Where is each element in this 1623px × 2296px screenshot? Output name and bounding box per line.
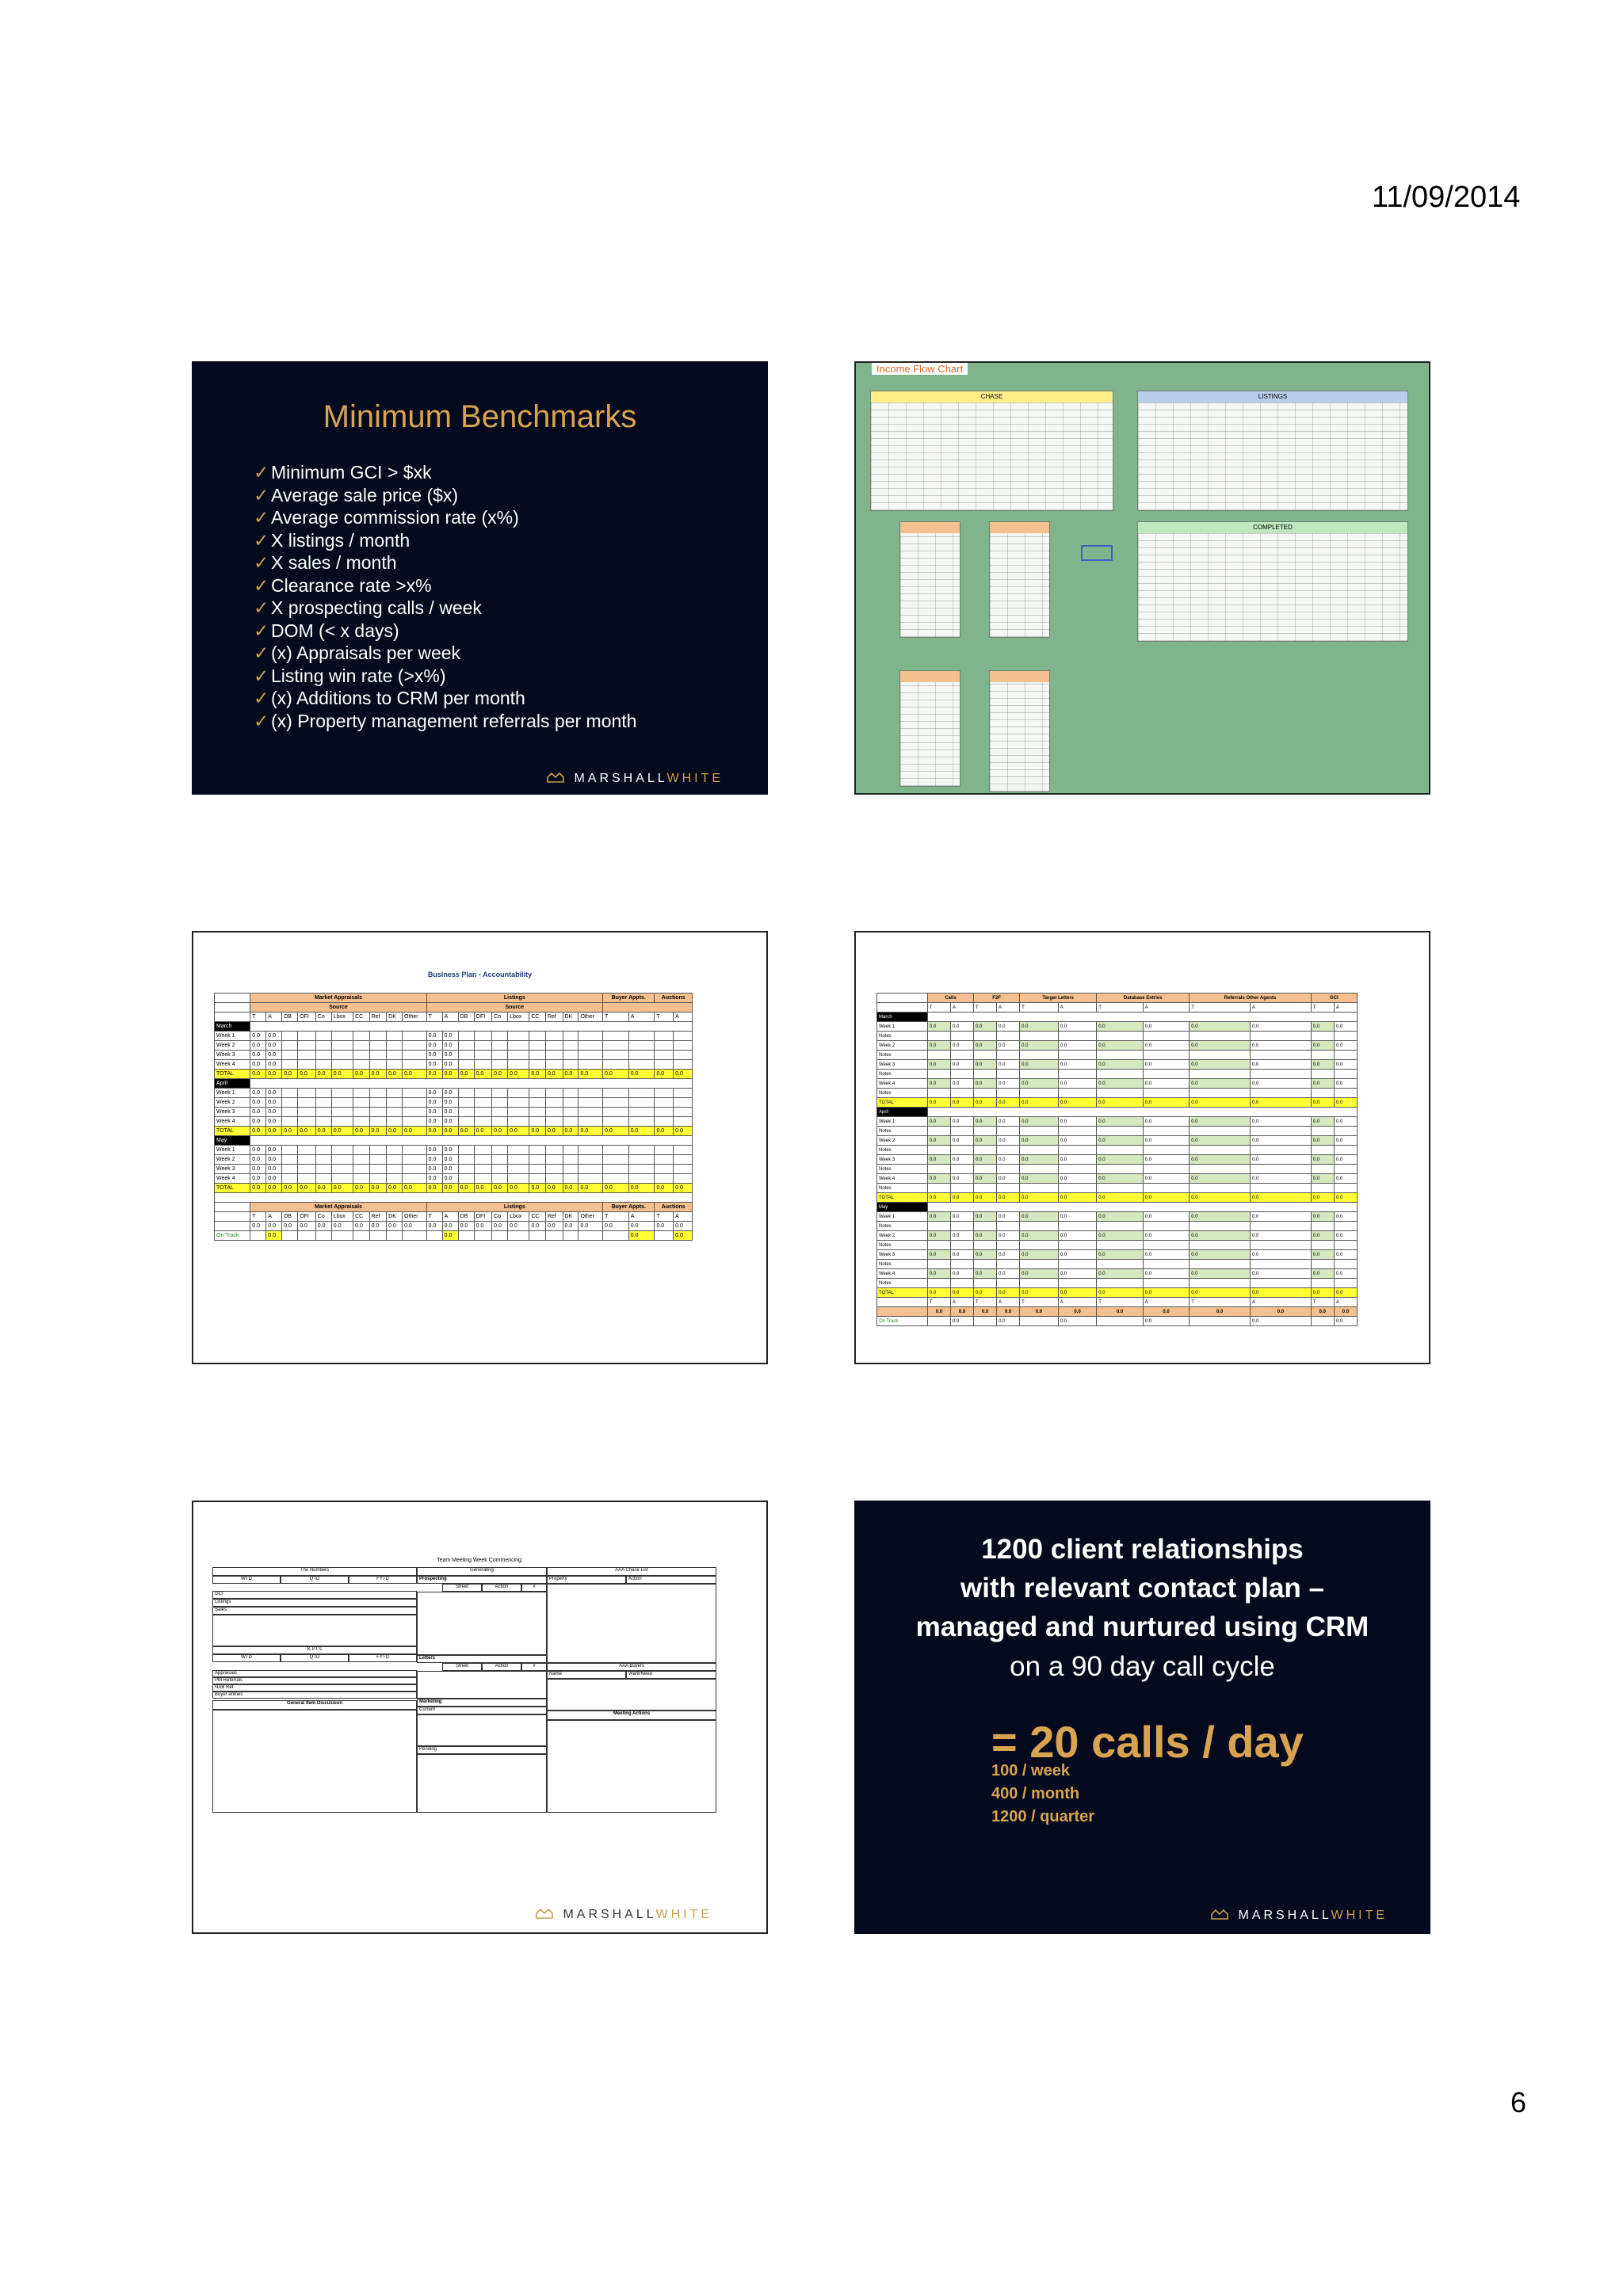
accountability-table (214, 993, 693, 1241)
meeting-actions-header: Meeting Actions (547, 1711, 716, 1720)
week-row: Week 3 0.0 0.0 0.0 0.0 (215, 1051, 693, 1060)
total-row: TOTAL 0.0 0.0 0.0 0.0 0.0 0.0 0.0 0.0 0.0 0.0 0.0 0.0 0.0 0.0 0.0 0.0 0.0 0.0 0.0 0.0 0.0 0.0 0.0 0.0 (215, 1070, 693, 1079)
total-row: TOTAL 0.0 0.0 0.0 0.0 0.0 0.0 0.0 0.0 0.0 0.0 0.0 0.0 0.0 0.0 0.0 0.0 0.0 0.0 0.0 0.0 0.0 0.0 0.0 0.0 (215, 1184, 693, 1193)
street-header: Street (442, 1663, 482, 1671)
marketing-label: Marketing (417, 1699, 547, 1707)
prospecting-label: Prospecting (417, 1576, 547, 1584)
week-row: Week 4 0.0 0.0 0.0 0.0 (215, 1117, 693, 1127)
benchmark-item: ✓ Listing win rate (>x%) (254, 665, 446, 686)
letters-area (417, 1671, 547, 1699)
week-row: Week 1 0.0 0.0 0.0 0.0 0.0 0.0 0.0 0.0 0.0 0.0 0.0 0.0 (877, 1117, 1358, 1127)
summary-values-row: 0.0 0.0 0.0 0.0 0.0 0.0 0.0 0.0 0.0 0.0 0.0 0.0 (877, 1307, 1358, 1317)
kpi-row: Appraisals (212, 1670, 417, 1677)
week-row: Week 4 0.0 0.0 0.0 0.0 (215, 1060, 693, 1070)
activity-table (876, 993, 1358, 1326)
headline-line-1: 1200 client relationships (981, 1534, 1304, 1565)
action-header: Action (482, 1584, 521, 1592)
week-row: Week 2 0.0 0.0 0.0 0.0 (215, 1098, 693, 1108)
benchmark-item: ✓ X prospecting calls / week (254, 597, 482, 618)
week-row: Notes (877, 1279, 1358, 1288)
week-row: Week 2 0.0 0.0 0.0 0.0 0.0 0.0 0.0 0.0 0.0 0.0 0.0 0.0 (877, 1041, 1358, 1051)
source-row: Source Source (215, 1003, 693, 1013)
action-header: Action (482, 1663, 521, 1671)
week-row: Week 3 0.0 0.0 0.0 0.0 (215, 1165, 693, 1174)
month-row: March (877, 1013, 1358, 1022)
week-row: Week 1 0.0 0.0 0.0 0.0 (215, 1032, 693, 1041)
spacer-row (215, 1193, 693, 1203)
week-row: Notes (877, 1127, 1358, 1136)
headline-line-4: on a 90 day call cycle (1010, 1651, 1275, 1682)
check-icon: ✓ (254, 688, 269, 708)
current-label: Current (417, 1707, 547, 1714)
total-row: TOTAL 0.0 0.0 0.0 0.0 0.0 0.0 0.0 0.0 0.0 0.0 0.0 0.0 (877, 1098, 1358, 1108)
period-header: QTD (281, 1576, 349, 1584)
chase-panel: CHASE (870, 391, 1113, 511)
benchmark-item: ✓ Minimum GCI > $xk (254, 462, 432, 482)
check-icon: ✓ (254, 643, 269, 663)
calls-per-quarter: 1200 / quarter (991, 1808, 1095, 1825)
check-icon: ✓ (254, 597, 269, 618)
period-header: FYTD (349, 1654, 417, 1662)
ta-header-row: T A T A T A T A T A T A (877, 1003, 1358, 1013)
page-number: 6 (1510, 2086, 1527, 2119)
week-row: Week 2 0.0 0.0 0.0 0.0 (215, 1041, 693, 1051)
benchmark-item: ✓ Average commission rate (x%) (254, 507, 519, 528)
team-meeting-form (212, 1567, 716, 1817)
house-icon (536, 1908, 553, 1919)
meeting-actions-area (547, 1720, 716, 1813)
month-row: March (215, 1022, 693, 1032)
benchmark-item: ✓ (x) Additions to CRM per month (254, 688, 525, 708)
benchmark-item: ✓ (x) Appraisals per week (254, 643, 461, 663)
hash-header: # (521, 1663, 547, 1671)
kpi-row: NAB Ref (212, 1684, 417, 1691)
week-row: Week 2 0.0 0.0 0.0 0.0 0.0 0.0 0.0 0.0 0.0 0.0 0.0 0.0 (877, 1231, 1358, 1241)
benchmark-list (254, 461, 636, 732)
week-row: Week 2 0.0 0.0 0.0 0.0 0.0 0.0 0.0 0.0 0.0 0.0 0.0 0.0 (877, 1136, 1358, 1146)
week-row: Week 2 0.0 0.0 0.0 0.0 (215, 1155, 693, 1165)
numbers-row: GCI (212, 1591, 417, 1599)
headline-line-2: with relevant contact plan – (960, 1573, 1324, 1604)
summary-panel-4 (989, 670, 1050, 792)
general-discussion-area (212, 1710, 417, 1813)
brand-logo: MARSHALLWHITE (1211, 1909, 1388, 1923)
selected-cell (1081, 545, 1113, 561)
total-row: TOTAL 0.0 0.0 0.0 0.0 0.0 0.0 0.0 0.0 0.0 0.0 0.0 0.0 (877, 1288, 1358, 1298)
check-icon: ✓ (254, 620, 269, 641)
slide-team-meeting (192, 1501, 768, 1934)
brand-logo: MARSHALLWHITE (547, 772, 724, 786)
check-icon: ✓ (254, 665, 269, 686)
summary-group-row: Market Appraisals Listings Buyer Appts. Auctions (215, 1203, 693, 1212)
total-row: TOTAL 0.0 0.0 0.0 0.0 0.0 0.0 0.0 0.0 0.0 0.0 0.0 0.0 0.0 0.0 0.0 0.0 0.0 0.0 0.0 0.0 0.0 0.0 0.0 0.0 (215, 1127, 693, 1136)
summary-values-row: 0.0 0.0 0.0 0.0 0.0 0.0 0.0 0.0 0.0 0.0 0.0 0.0 0.0 0.0 0.0 0.0 0.0 0.0 0.0 0.0 0.0 0.0 0.0 0.0 (215, 1222, 693, 1231)
summary-header-row: T A DB OFI Co Lbox CC Ref DK Other T A DB OFI Co Lbox CC Ref DK Other T A T A (215, 1212, 693, 1222)
week-row: Week 1 0.0 0.0 0.0 0.0 0.0 0.0 0.0 0.0 0.0 0.0 0.0 0.0 (877, 1022, 1358, 1032)
slide-activity-tracker (854, 931, 1430, 1364)
period-header: WTD (212, 1654, 281, 1662)
week-row: Week 1 0.0 0.0 0.0 0.0 0.0 0.0 0.0 0.0 0.0 0.0 0.0 0.0 (877, 1212, 1358, 1222)
benchmark-item: ✓ X sales / month (254, 552, 397, 573)
hash-header: # (521, 1584, 547, 1592)
summary-panel-3 (899, 670, 960, 787)
period-header: WTD (212, 1576, 281, 1584)
sheet-title: Team Meeting Week Commencing: (437, 1558, 523, 1563)
week-row: Week 4 0.0 0.0 0.0 0.0 (215, 1174, 693, 1184)
house-icon (547, 772, 564, 783)
week-row: Notes (877, 1241, 1358, 1250)
week-row: Notes (877, 1032, 1358, 1041)
month-row: April (215, 1079, 693, 1089)
check-icon: ✓ (254, 507, 269, 528)
action-header: Action (626, 1576, 716, 1584)
calls-per-day: = 20 calls / day (991, 1717, 1304, 1767)
pending-label: Pending (417, 1746, 547, 1754)
sheet-title: Income Flow Chart (872, 363, 968, 375)
house-icon (1211, 1909, 1228, 1920)
slide-title: Minimum Benchmarks (323, 399, 637, 434)
week-row: Notes (877, 1184, 1358, 1193)
current-area (417, 1714, 547, 1746)
buyers-header: AAA Buyers (547, 1663, 716, 1671)
calls-per-week: 100 / week (991, 1762, 1070, 1779)
benchmark-item: ✓ Clearance rate >x% (254, 574, 432, 596)
headline-line-3: managed and nurtured using CRM (915, 1611, 1369, 1642)
week-row: Notes (877, 1260, 1358, 1269)
period-header: FYTD (349, 1576, 417, 1584)
month-row: May (215, 1136, 693, 1146)
calls-per-month: 400 / month (991, 1785, 1080, 1802)
want-header: Want/Need (626, 1671, 716, 1679)
listings-panel: LISTINGS (1137, 391, 1408, 511)
on-track-row: On Track 0.0 0.0 0.0 0.0 (215, 1231, 693, 1241)
week-row: Week 4 0.0 0.0 0.0 0.0 0.0 0.0 0.0 0.0 0.0 0.0 0.0 0.0 (877, 1079, 1358, 1089)
check-icon: ✓ (254, 710, 269, 731)
week-row: Notes (877, 1070, 1358, 1079)
completed-panel: COMPLETED (1137, 521, 1408, 642)
check-icon: ✓ (254, 574, 269, 596)
name-header: Name (547, 1671, 626, 1679)
group-header-row: Calls F2F Target Letters Database Entries Referrals Other Agents GCI (877, 994, 1358, 1003)
brand-logo: MARSHALLWHITE (536, 1908, 712, 1922)
check-icon: ✓ (254, 552, 269, 573)
week-row: Notes (877, 1051, 1358, 1060)
pending-area (417, 1754, 547, 1813)
benchmark-item: ✓ Average sale price ($x) (254, 484, 459, 505)
kpi-header: K.P.I.'s (212, 1646, 417, 1654)
week-row: Week 3 0.0 0.0 0.0 0.0 (215, 1108, 693, 1117)
kpi-row: PM Referrals (212, 1677, 417, 1684)
property-header: Property (547, 1576, 626, 1584)
week-row: Week 3 0.0 0.0 0.0 0.0 0.0 0.0 0.0 0.0 0.0 0.0 0.0 0.0 (877, 1060, 1358, 1070)
week-row: Notes (877, 1222, 1358, 1231)
week-row: Week 3 0.0 0.0 0.0 0.0 0.0 0.0 0.0 0.0 0.0 0.0 0.0 0.0 (877, 1155, 1358, 1165)
week-row: Week 4 0.0 0.0 0.0 0.0 0.0 0.0 0.0 0.0 0.0 0.0 0.0 0.0 (877, 1174, 1358, 1184)
benchmark-item: ✓ DOM (< x days) (254, 620, 399, 641)
column-header-row: T A DB OFI Co Lbox CC Ref DK Other T A DB OFI Co Lbox CC Ref DK Other T A T A (215, 1013, 693, 1022)
slide-minimum-benchmarks (192, 361, 768, 795)
street-header: Street (442, 1584, 482, 1592)
slide-call-cycle (854, 1501, 1430, 1934)
buyers-area (547, 1679, 716, 1711)
week-row: Notes (877, 1146, 1358, 1155)
summary-panel-1 (899, 521, 960, 638)
group-header-row: Market Appraisals Listings Buyer Appts. Auctions (215, 994, 693, 1003)
chase-list-area (547, 1584, 716, 1663)
total-row: TOTAL 0.0 0.0 0.0 0.0 0.0 0.0 0.0 0.0 0.0 0.0 0.0 0.0 (877, 1193, 1358, 1203)
prospecting-area (417, 1592, 547, 1655)
benchmark-item: ✓ X listings / month (254, 529, 411, 551)
sheet-title: Business Plan - Accountability (427, 971, 533, 978)
check-icon: ✓ (254, 484, 269, 505)
week-row: Week 1 0.0 0.0 0.0 0.0 (215, 1146, 693, 1155)
month-row: May (877, 1203, 1358, 1212)
page-date: 11/09/2014 (1372, 181, 1521, 214)
numbers-row: Listings (212, 1599, 417, 1607)
month-row: April (877, 1108, 1358, 1117)
kpi-row: Buyer entries (212, 1691, 417, 1699)
summary-panel-2 (989, 521, 1050, 638)
numbers-notes-area (212, 1615, 417, 1646)
slide-income-flow-chart (854, 361, 1430, 795)
letters-label: Letters (417, 1655, 547, 1663)
week-row: Notes (877, 1165, 1358, 1174)
on-track-row: On Track 0.0 0.0 0.0 0.0 0.0 0.0 (877, 1317, 1358, 1326)
chase-list-header: AAA Chase List (547, 1567, 716, 1576)
week-row: Notes (877, 1089, 1358, 1098)
week-row: Week 1 0.0 0.0 0.0 0.0 (215, 1089, 693, 1098)
period-header: QTD (281, 1654, 349, 1662)
numbers-header: The Numbers (212, 1567, 417, 1576)
summary-ta-row: T A T A T A T A T A T A (877, 1298, 1358, 1307)
check-icon: ✓ (254, 529, 269, 551)
general-discussion-header: General Item Discussion (212, 1700, 417, 1710)
check-icon: ✓ (254, 462, 269, 482)
numbers-row: Sales (212, 1607, 417, 1615)
generating-header: Generating (417, 1567, 547, 1576)
benchmark-item: ✓ (x) Property management referrals per month (254, 710, 637, 731)
slide-business-plan-accountability (192, 931, 768, 1364)
week-row: Week 4 0.0 0.0 0.0 0.0 0.0 0.0 0.0 0.0 0.0 0.0 0.0 0.0 (877, 1269, 1358, 1279)
week-row: Week 3 0.0 0.0 0.0 0.0 0.0 0.0 0.0 0.0 0.0 0.0 0.0 0.0 (877, 1250, 1358, 1260)
